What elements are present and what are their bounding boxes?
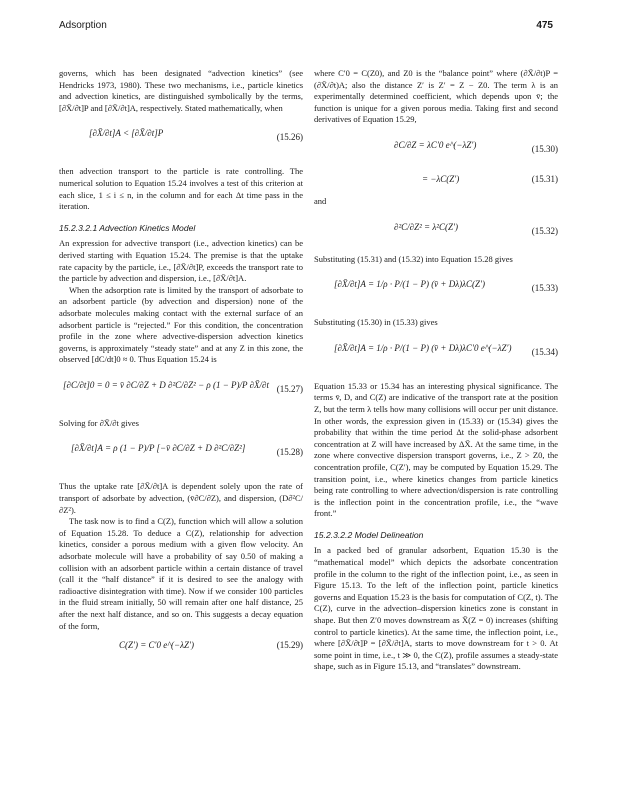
equation-number: (15.26) bbox=[276, 132, 303, 143]
equation-15-27 bbox=[59, 372, 303, 412]
section-heading: 15.2.3.2.1 Advection Kinetics Model bbox=[59, 222, 196, 233]
equation-number: (15.33) bbox=[531, 283, 558, 294]
paragraph: Equation 15.33 or 15.34 has an interesting physical significance. The terms v̄, D, and C(Z) are indicative of the transport rate at the position Z, but the term λ tells how many collisions will occur per unit distance. In other words, the expression given in (15.33) or (15.34) gives the probability that within the time period Δt the solid-phase adsorbent concentration at Z will have increased by ΔX̄. At the same time, in the zone where convective dispersion transport governs, i.e., Z > Z0, the concentration profile, C(Z′), may be computed by Equation 15.29. The transition point, i.e., where kinetics changes from particle kinetics being rate controlling to where advection/dispersion is rate controlling is the inflection point in the concentration profile, i.e., the “wave front.” bbox=[314, 380, 558, 519]
equation-number: (15.27) bbox=[276, 383, 303, 394]
equation-number: (15.28) bbox=[276, 447, 303, 458]
section-heading: 15.2.3.2.2 Model Delineation bbox=[314, 529, 424, 540]
equation-15-29 bbox=[59, 638, 303, 656]
paragraph: Substituting (15.30) in (15.33) gives bbox=[314, 317, 438, 328]
equation-body: [∂X̄/∂t]A < [∂X̄/∂t]P bbox=[89, 128, 164, 139]
equation-body: [∂X̄/∂t]A = 1/ρ · P/(1 − P) (v̄ + Dλ)λC′0 e^(−λZ′) bbox=[334, 342, 512, 353]
equation-15-30 bbox=[314, 132, 558, 166]
equation-15-28 bbox=[59, 435, 303, 475]
page-number: 475 bbox=[536, 20, 553, 31]
right-column bbox=[314, 68, 558, 673]
paragraph: governs, which has been designated “advection kinetics” (see Hendricks 1973, 1980). These two mechanisms, i.e., particle kinetics and advection kinetics, are distinguished symbolically by the terms, [∂X̄/∂t]P and [∂X̄/∂t]A, respectively. Stated mathematically, when bbox=[59, 68, 303, 113]
paragraph: Thus the uptake rate [∂X̄/∂t]A is dependent solely upon the rate of transport of adsorbate by advection, (v̄∂C/∂Z), and dispersion, (D∂²C/∂Z²). bbox=[59, 481, 303, 515]
running-header bbox=[59, 20, 553, 36]
paragraph: then advection transport to the particle is rate controlling. The numerical solution to Equation 15.24 involves a test of this criterion at each slice, 1 ≤ i ≤ n, in the column and for each Δt time pass in the iteration. bbox=[59, 166, 303, 212]
equation-15-26 bbox=[59, 120, 303, 160]
equation-number: (15.31) bbox=[531, 173, 558, 184]
equation-body: ∂²C/∂Z² = λ²C(Z′) bbox=[394, 221, 458, 232]
paragraph: When the adsorption rate is limited by the transport of adsorbate to an adsorbent particle (by advection and dispersion) none of the adsorbate molecules making contact with the external surface of an adsorbent particle is “rejected.” For this condition, the concentration profile in the zone where advective-dispersion advection kinetics governs, is approximately “steady state” and at any Z in this zone, the observed [dC/dt]0 ≈ 0. Thus Equation 15.24 is bbox=[59, 284, 303, 365]
paragraph: and bbox=[314, 195, 327, 206]
equation-body: C(Z′) = C′0 e^(−λZ′) bbox=[119, 640, 194, 651]
equation-number: (15.30) bbox=[531, 143, 558, 154]
equation-15-32 bbox=[314, 214, 558, 248]
paragraph: The task now is to find a C(Z), function which will allow a solution of Equation 15.28. To deduce a C(Z), relationship for advection kinetics, consider a porous medium with a given flow velocity. An adsorbate molecule will have a probability of say 0.50 of making a collision with an adsorbent particle within a certain distance of travel (call it the “half distance” if it is desired to see the analogy with radioactive disintegration with time). Now if we consider 100 particles in the fluid stream initially, 50 will remain after one half distance, 25 after the next half distance, and so on. This suggests a decay equation of the form, bbox=[59, 516, 303, 631]
paragraph: Solving for ∂X̄/∂t gives bbox=[59, 417, 139, 428]
equation-number: (15.32) bbox=[531, 225, 558, 236]
paragraph: where C′0 = C(Z0), and Z0 is the “balance point” where (∂X̄/∂t)P = (∂X̄/∂t)A; also the distance Z′ is Z′ = Z − Z0. The term λ is an experimentally determined coefficient, which depends upon v̄; the function is unique for a given porous media. Taking first and second derivatives of Equation 15.29, bbox=[314, 68, 558, 125]
equation-15-33 bbox=[314, 271, 558, 311]
paragraph: Substituting (15.31) and (15.32) into Equation 15.28 gives bbox=[314, 253, 513, 264]
paragraph: An expression for advective transport (i.e., advection kinetics) can be derived starting with Equation 15.24. The premise is that the uptake rate capacity by the particle, i.e., [∂X̄/∂t]P, exceeds the transport rate to the particle by advection and dispersion, i.e., [∂X̄/∂t]A. bbox=[59, 238, 303, 284]
equation-number: (15.29) bbox=[276, 640, 303, 651]
equation-body: = −λC(Z′) bbox=[422, 173, 460, 184]
equation-15-31 bbox=[314, 172, 558, 190]
left-column bbox=[59, 68, 303, 662]
equation-body: ∂C/∂Z = λC′0 e^(−λZ′) bbox=[394, 139, 477, 150]
equation-15-34 bbox=[314, 335, 558, 375]
equation-body: [∂X̄/∂t]A = 1/ρ · P/(1 − P) (v̄ + Dλ)λC(Z′) bbox=[334, 279, 486, 290]
paragraph: In a packed bed of granular adsorbent, Equation 15.30 is the “mathematical model” which depicts the adsorbate concentration profile in the column to the right of the inflection point, i.e., as seen in Figure 15.13. To the left of the inflection point, particle kinetics governs and Equation 15.23 is the basis for computation of C(Z, t). The C(Z), curve in the advection–dispersion kinetics zone is constant in shape. But then Z′0 moves downstream as X̄(Z = 0) increases (shifting control to particle kinetics). At the same time, the inflection point, i.e., where [∂X̄/∂t]P = [∂X̄/∂t]A, starts to move downstream for t > 0. At some point in time, i.e., t ≫ 0, the C(Z), profile assumes a steady-state shape, such as in Figure 15.13, and “translates” downstream. bbox=[314, 545, 558, 672]
running-title: Adsorption bbox=[59, 20, 107, 31]
equation-body: [∂X̄/∂t]A = ρ (1 − P)/P [−v̄ ∂C/∂Z + D ∂²C/∂Z²] bbox=[71, 443, 246, 454]
equation-number: (15.34) bbox=[531, 346, 558, 357]
equation-body: [∂C/∂t]0 = 0 = v̄ ∂C/∂Z + D ∂²C/∂Z² − ρ (1 − P)/P ∂X̄/∂t bbox=[63, 379, 270, 390]
